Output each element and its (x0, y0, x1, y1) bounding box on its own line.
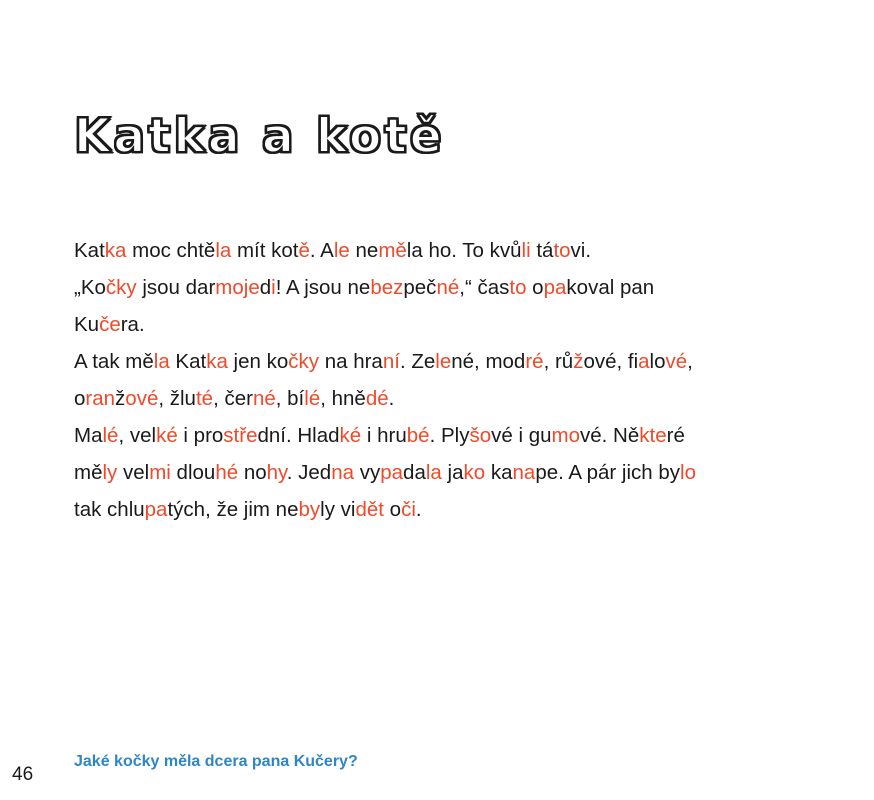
syllable-highlight: ní (382, 350, 400, 373)
syllable-plain: , o (74, 350, 693, 410)
syllable-highlight: by (298, 498, 321, 521)
syllable-highlight: ré (525, 350, 544, 373)
syllable-plain: . (415, 498, 422, 521)
syllable-plain: Ma (74, 424, 103, 447)
syllable-highlight: le (333, 239, 350, 262)
syllable-highlight: stře (223, 424, 258, 447)
syllable-highlight: vé (665, 350, 688, 373)
syllable-plain: „Ko (74, 276, 106, 299)
syllable-plain: tak chlu (74, 498, 145, 521)
syllable-highlight: ě (298, 239, 310, 262)
syllable-plain: na hra (319, 350, 383, 373)
syllable-plain: vy (354, 461, 381, 484)
syllable-highlight: né (252, 387, 276, 410)
syllable-highlight: ové (125, 387, 159, 410)
syllable-plain: val (588, 276, 615, 299)
syllable-plain: lo (649, 350, 666, 373)
syllable-plain: Kat (169, 350, 207, 373)
syllable-plain: jen ko (227, 350, 289, 373)
syllable-plain: . Jed (286, 461, 332, 484)
page-title: Katka a kotě (74, 109, 445, 165)
syllable-plain: vel (117, 461, 150, 484)
syllable-plain: ra. (120, 313, 145, 336)
syllable-highlight: pa (144, 498, 168, 521)
syllable-highlight: pa (380, 461, 404, 484)
syllable-highlight: čky (288, 350, 320, 373)
syllable-plain: . (388, 387, 395, 410)
syllable-plain: moc chtě (126, 239, 216, 262)
syllable-plain: . Ply (429, 424, 470, 447)
syllable-highlight: bez (370, 276, 404, 299)
syllable-highlight: lo (680, 461, 697, 484)
syllable-highlight: šo (469, 424, 492, 447)
syllable-highlight: če (99, 313, 121, 336)
syllable-plain: , hně (320, 387, 366, 410)
story-paragraph (74, 232, 714, 269)
syllable-highlight: bé (406, 424, 430, 447)
syllable-plain: tých, že jim ne (167, 498, 299, 521)
syllable-highlight: lé (102, 424, 119, 447)
story-paragraph (74, 417, 714, 528)
syllable-plain: . Ze (399, 350, 436, 373)
syllable-plain: i hru (361, 424, 407, 447)
syllable-plain: , bí (275, 387, 305, 410)
syllable-highlight: hé (215, 461, 239, 484)
syllable-highlight: li (521, 239, 531, 262)
syllable-highlight: ka (104, 239, 127, 262)
syllable-plain: ka (485, 461, 513, 484)
syllable-highlight: či (401, 498, 416, 521)
syllable-highlight: la (215, 239, 232, 262)
syllable-plain: peč (403, 276, 437, 299)
story-paragraph (74, 269, 714, 343)
syllable-plain: pan Ku (74, 276, 655, 336)
syllable-highlight: a (638, 350, 650, 373)
syllable-highlight: to (509, 276, 527, 299)
syllable-highlight: kte (639, 424, 667, 447)
syllable-highlight: i (271, 276, 276, 299)
syllable-highlight: ly (102, 461, 118, 484)
syllable-highlight: ka (206, 350, 228, 373)
syllable-plain: vé. Ně (580, 424, 640, 447)
syllable-highlight: ran (85, 387, 116, 410)
syllable-highlight: lé (304, 387, 321, 410)
syllable-plain: A tak mě (74, 350, 154, 373)
syllable-plain: dlou (170, 461, 216, 484)
syllable-highlight: le (435, 350, 452, 373)
syllable-plain: ja (441, 461, 464, 484)
syllable-plain: ž (115, 387, 126, 410)
syllable-highlight: ké (339, 424, 362, 447)
syllable-highlight: mo (551, 424, 581, 447)
syllable-highlight: dé (365, 387, 389, 410)
syllable-plain: vi. (570, 239, 592, 262)
syllable-highlight: hy (266, 461, 287, 484)
syllable-plain: ré mě (74, 424, 685, 484)
syllable-highlight: né (436, 276, 460, 299)
syllable-plain: ne (349, 239, 379, 262)
syllable-plain: ové, fi (583, 350, 639, 373)
syllable-plain: ,“ čas (459, 276, 510, 299)
syllable-highlight: la (425, 461, 442, 484)
syllable-highlight: na (512, 461, 536, 484)
syllable-plain: mít kot (231, 239, 299, 262)
syllable-plain: , rů (543, 350, 574, 373)
syllable-highlight: ko (463, 461, 486, 484)
page-number: 46 (12, 764, 34, 785)
syllable-highlight: té (195, 387, 214, 410)
syllable-highlight: moje (215, 276, 260, 299)
syllable-plain: vé i gu (491, 424, 552, 447)
syllable-plain: ko (566, 276, 589, 299)
syllable-plain: , čer (213, 387, 253, 410)
syllable-highlight: mi (149, 461, 171, 484)
syllable-plain: o (383, 498, 402, 521)
syllable-plain: la ho. To kvů (406, 239, 522, 262)
syllable-plain: pe. A pár jich by (535, 461, 681, 484)
syllable-plain: tá (530, 239, 554, 262)
syllable-plain: no (238, 461, 267, 484)
syllable-plain: d (259, 276, 272, 299)
syllable-highlight: ké (156, 424, 178, 447)
syllable-highlight: ž (573, 350, 584, 373)
syllable-plain: dní. Hlad (257, 424, 340, 447)
footer-question: Jaké kočky měla dcera pana Kučery? (74, 753, 358, 770)
syllable-highlight: pa (543, 276, 567, 299)
syllable-plain: ! A jsou ne (275, 276, 371, 299)
syllable-highlight: la (153, 350, 170, 373)
syllable-plain: Kat (74, 239, 105, 262)
syllable-plain: da (403, 461, 426, 484)
syllable-highlight: na (331, 461, 355, 484)
syllable-plain: jsou dar (136, 276, 216, 299)
story-paragraph (74, 343, 714, 417)
syllable-plain: , vel (118, 424, 157, 447)
syllable-plain: ly vi (320, 498, 356, 521)
syllable-highlight: mě (378, 239, 407, 262)
syllable-plain: . A (309, 239, 334, 262)
syllable-plain: né, mod (451, 350, 526, 373)
syllable-plain: i pro (177, 424, 224, 447)
syllable-plain: , žlu (158, 387, 196, 410)
story-body (74, 232, 714, 528)
syllable-highlight: čky (105, 276, 137, 299)
syllable-highlight: to (553, 239, 571, 262)
syllable-plain: o (526, 276, 544, 299)
syllable-highlight: dět (355, 498, 384, 521)
